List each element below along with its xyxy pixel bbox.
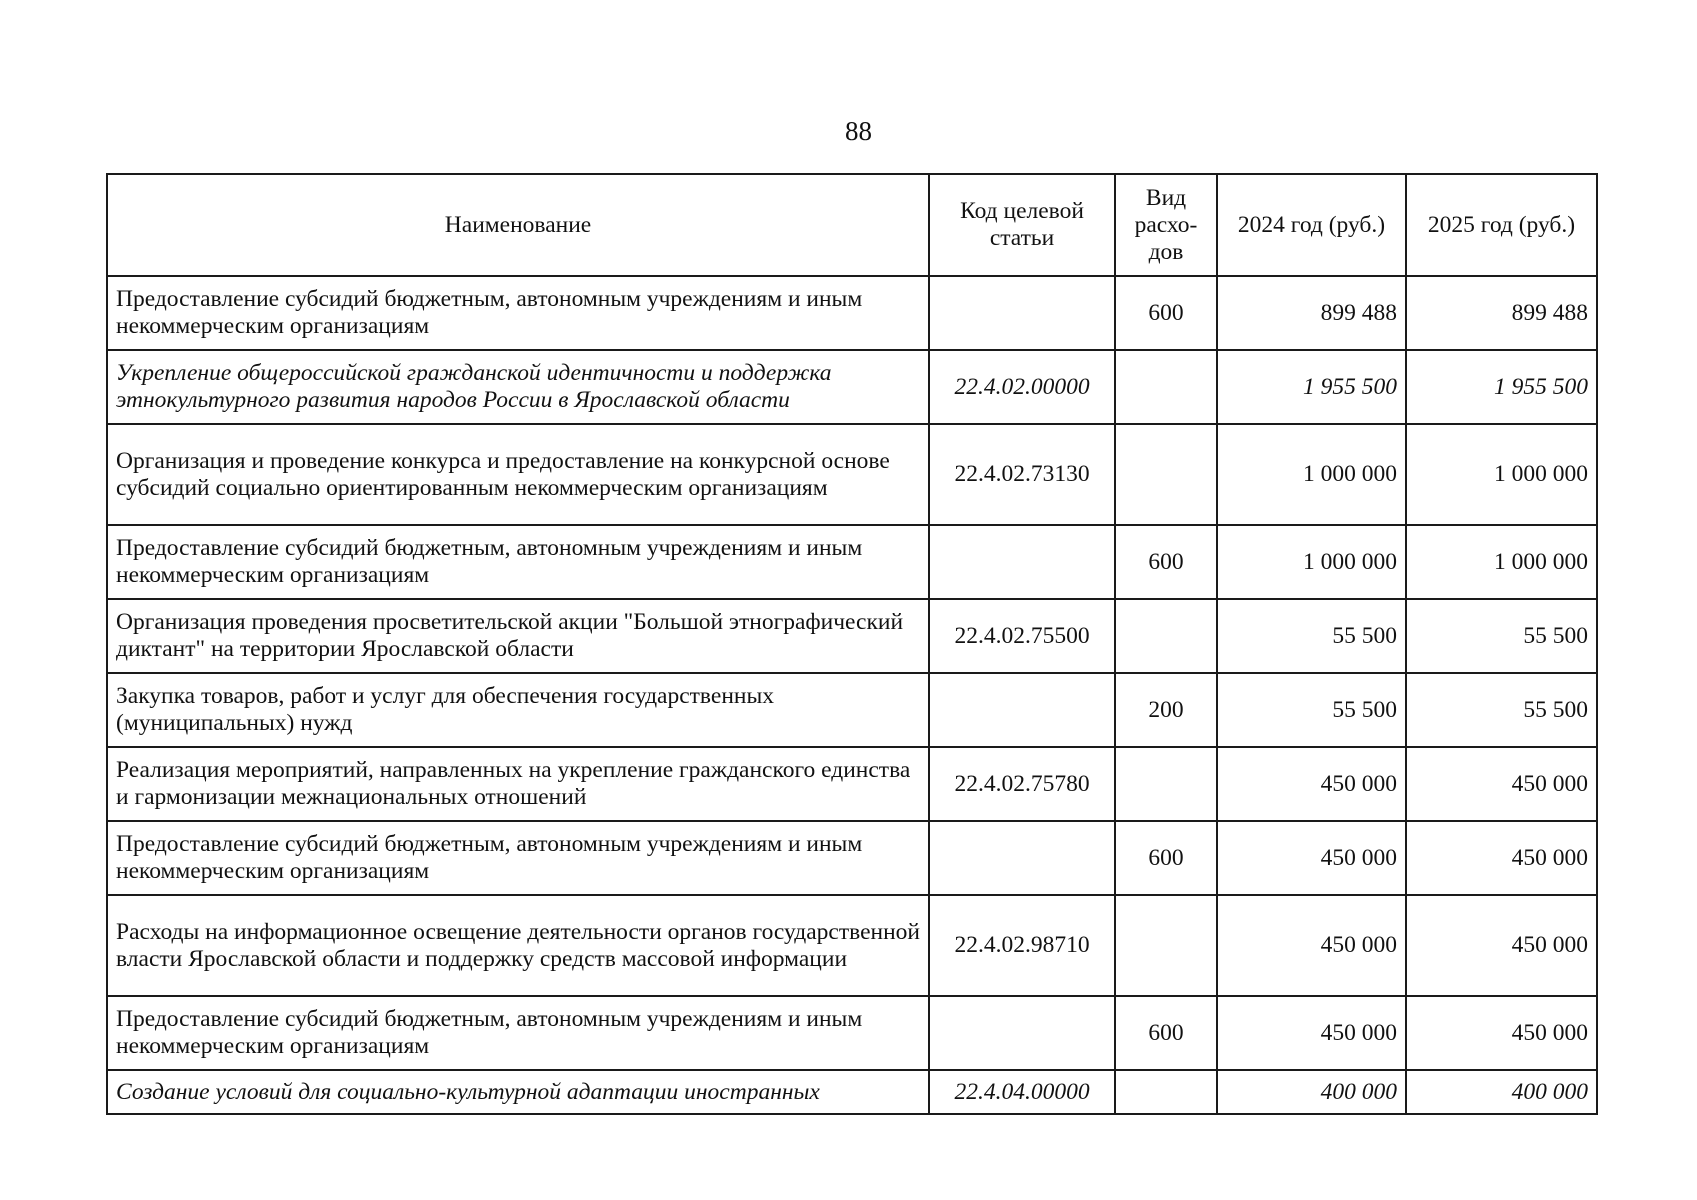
table-row bbox=[107, 996, 1597, 1070]
row-code bbox=[929, 276, 1115, 350]
table-header-row bbox=[107, 174, 1597, 276]
row-name: Организация и проведение конкурса и предоставление на конкурсной основе субсидий социально ориентированным некоммерческим организациям bbox=[107, 424, 929, 525]
budget-table bbox=[106, 173, 1598, 1115]
row-2024: 55 500 bbox=[1217, 599, 1406, 673]
table-row bbox=[107, 895, 1597, 996]
row-kind bbox=[1115, 424, 1217, 525]
row-name: Создание условий для социально-культурной адаптации иностранных bbox=[107, 1070, 929, 1114]
row-code bbox=[929, 996, 1115, 1070]
row-code: 22.4.02.98710 bbox=[929, 895, 1115, 996]
row-2024: 450 000 bbox=[1217, 821, 1406, 895]
row-2025: 450 000 bbox=[1406, 821, 1597, 895]
row-2025: 1 000 000 bbox=[1406, 525, 1597, 599]
row-2024: 400 000 bbox=[1217, 1070, 1406, 1114]
header-2024: 2024 год (руб.) bbox=[1217, 174, 1406, 276]
row-name: Укрепление общероссийской гражданской идентичности и поддержка этнокультурного развития народов России в Ярославской области bbox=[107, 350, 929, 424]
row-2024: 1 000 000 bbox=[1217, 424, 1406, 525]
row-2024: 1 955 500 bbox=[1217, 350, 1406, 424]
row-kind bbox=[1115, 747, 1217, 821]
row-2024: 450 000 bbox=[1217, 895, 1406, 996]
row-kind bbox=[1115, 895, 1217, 996]
row-2025: 450 000 bbox=[1406, 747, 1597, 821]
row-2025: 899 488 bbox=[1406, 276, 1597, 350]
row-kind: 600 bbox=[1115, 996, 1217, 1070]
table-row bbox=[107, 276, 1597, 350]
table-row bbox=[107, 747, 1597, 821]
header-code: Код целевой статьи bbox=[929, 174, 1115, 276]
row-code bbox=[929, 673, 1115, 747]
table-row bbox=[107, 599, 1597, 673]
row-2024: 1 000 000 bbox=[1217, 525, 1406, 599]
row-code: 22.4.04.00000 bbox=[929, 1070, 1115, 1114]
row-name: Закупка товаров, работ и услуг для обеспечения государственных (муниципальных) нужд bbox=[107, 673, 929, 747]
row-code: 22.4.02.00000 bbox=[929, 350, 1115, 424]
row-name: Расходы на информационное освещение деятельности органов государственной власти Ярославской области и поддержку средств массовой информации bbox=[107, 895, 929, 996]
row-kind bbox=[1115, 1070, 1217, 1114]
header-name: Наименование bbox=[107, 174, 929, 276]
row-name: Предоставление субсидий бюджетным, автономным учреждениям и иным некоммерческим организациям bbox=[107, 996, 929, 1070]
row-code: 22.4.02.75500 bbox=[929, 599, 1115, 673]
row-2024: 55 500 bbox=[1217, 673, 1406, 747]
row-name: Организация проведения просветительской акции "Большой этнографический диктант" на территории Ярославской области bbox=[107, 599, 929, 673]
header-2025: 2025 год (руб.) bbox=[1406, 174, 1597, 276]
table-row bbox=[107, 525, 1597, 599]
page-number: 88 bbox=[845, 116, 872, 146]
row-kind: 600 bbox=[1115, 525, 1217, 599]
table-row bbox=[107, 673, 1597, 747]
row-2025: 1 000 000 bbox=[1406, 424, 1597, 525]
row-kind: 200 bbox=[1115, 673, 1217, 747]
row-2025: 1 955 500 bbox=[1406, 350, 1597, 424]
row-code bbox=[929, 525, 1115, 599]
header-kind: Вид расхо-дов bbox=[1115, 174, 1217, 276]
row-kind: 600 bbox=[1115, 821, 1217, 895]
row-2025: 450 000 bbox=[1406, 996, 1597, 1070]
row-kind bbox=[1115, 350, 1217, 424]
row-name: Предоставление субсидий бюджетным, автономным учреждениям и иным некоммерческим организациям bbox=[107, 276, 929, 350]
row-2025: 400 000 bbox=[1406, 1070, 1597, 1114]
row-2025: 55 500 bbox=[1406, 599, 1597, 673]
row-2024: 450 000 bbox=[1217, 747, 1406, 821]
row-code: 22.4.02.73130 bbox=[929, 424, 1115, 525]
row-2024: 899 488 bbox=[1217, 276, 1406, 350]
table-row bbox=[107, 350, 1597, 424]
row-code bbox=[929, 821, 1115, 895]
table-row bbox=[107, 821, 1597, 895]
row-name: Предоставление субсидий бюджетным, автономным учреждениям и иным некоммерческим организациям bbox=[107, 525, 929, 599]
row-2025: 55 500 bbox=[1406, 673, 1597, 747]
row-name: Предоставление субсидий бюджетным, автономным учреждениям и иным некоммерческим организациям bbox=[107, 821, 929, 895]
row-2025: 450 000 bbox=[1406, 895, 1597, 996]
row-kind: 600 bbox=[1115, 276, 1217, 350]
row-code: 22.4.02.75780 bbox=[929, 747, 1115, 821]
table-row bbox=[107, 424, 1597, 525]
row-name: Реализация мероприятий, направленных на укрепление гражданского единства и гармонизации межнациональных отношений bbox=[107, 747, 929, 821]
row-2024: 450 000 bbox=[1217, 996, 1406, 1070]
row-kind bbox=[1115, 599, 1217, 673]
table-row bbox=[107, 1070, 1597, 1114]
